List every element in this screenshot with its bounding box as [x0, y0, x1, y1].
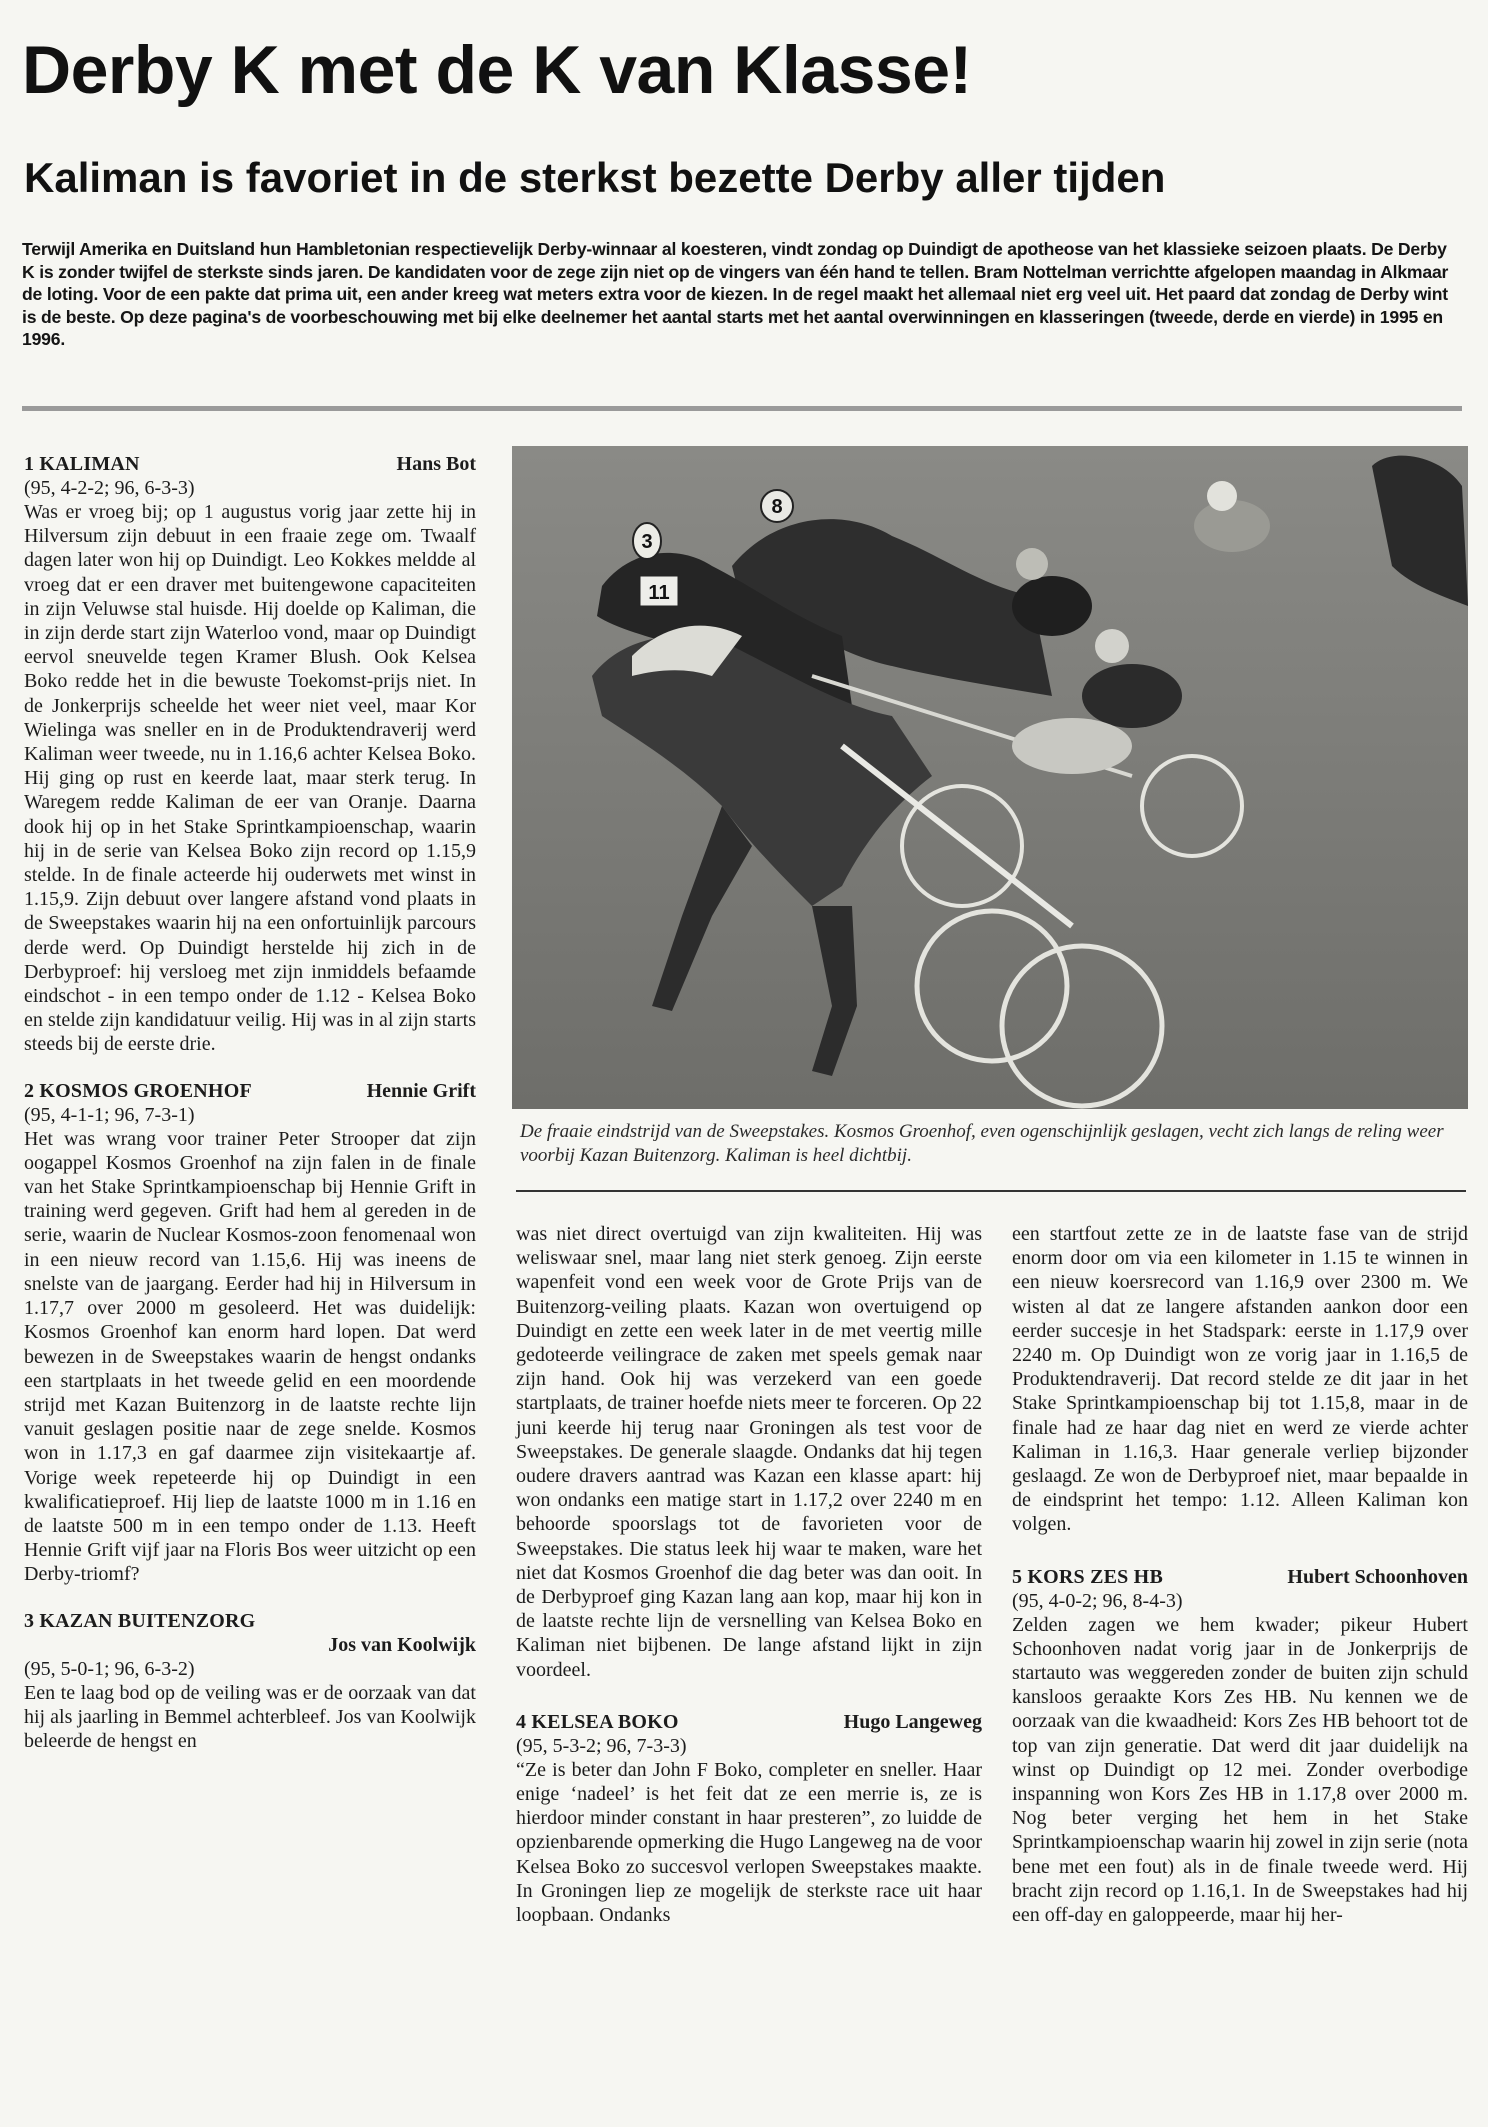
entry-text: Zelden zagen we hem kwader; pikeur Hubert Schoonhoven nadat vorig jaar in de Jonkerprijs de startauto was weggereden zonder de buiten zijn schuld kansloos geraakte Kors Zes HB. Nu kennen we de oorzaak van die kwaadheid: Kors Zes HB behoort tot de top van zijn generatie. Dat werd dit jaar duidelijk na winst op Duindigt op 12 mei. Zonder overbodige inspanning won Kors Zes HB in 1.17,8 over 2000 m. Nog beter verging het hem in het Stake Sprintkampioenschap waarin hij zowel in zijn serie (nota bene met een fout) als in de finale tweede werd. Hij bracht zijn record op 1.16,1. In de Sweepstakes had hij een off-day en galoppeerde, maar hij her-	[1012, 1613, 1468, 1927]
entry-title: 1 KALIMAN	[24, 453, 140, 475]
column-2	[516, 1222, 982, 1927]
entry-driver: Hans Bot	[396, 453, 476, 475]
entry-stats: (95, 5-3-2; 96, 7-3-3)	[516, 1734, 687, 1757]
entry-text: Het was wrang voor trainer Peter Strooper dat zijn oogappel Kosmos Groenhof na zijn falen in de finale van het Stake Sprintkampioenschap bij Hennie Grift in training werd gegeven. Grift had hem al gereden in de serie, waarin de Nuclear Kosmos-zoon fenomenaal won in een nieuw record van 1.15,6. Hij was ineens de snelste van de jaargang. Eerder had hij in Hilversum in 1.17,7 over 2000 m gesoleerd. Het was duidelijk: Kosmos Groenhof kan enorm hard lopen. Dat werd bewezen in de Sweepstakes waarin de hengst ondanks een startplaats in het tweede gelid en een moordende strijd met Kazan Buitenzorg in de laatste rechte lijn vanuit geslagen positie naar de zege snelde. Kosmos won in 1.17,3 en gaf daarmee zijn visitekaartje af. Vorige week repeteerde hij op Duindigt in een kwalificatieproef. Hij liep de laatste 1000 m in 1.16 en de laatste 500 m in een tempo onder de 1.13. Heeft Hennie Grift vijf jaar na Floris Bos weer uitzicht op een Derby-triomf?	[24, 1127, 476, 1586]
entry-title: 2 KOSMOS GROENHOF	[24, 1079, 252, 1102]
intro-paragraph: Terwijl Amerika en Duitsland hun Hambletonian respectievelijk Derby-winnaar al koesteren, vindt zondag op Duindigt de apotheose van het klassieke seizoen plaats. De Derby K is zonder twijfel de sterkste sinds jaren. De kandidaten voor de zege zijn niet op de vingers van één hand te tellen. Bram Nottelman verrichtte afgelopen maandag in Alkmaar de loting. Voor de een pakte dat prima uit, een ander kreeg wat meters extra voor de kiezen. In de regel maakt het allemaal niet erg veel uit. Het paard dat zondag de Derby wint is de beste. Op deze pagina's de voorbeschouwing met bij elke deelnemer het aantal starts met het aantal overwinningen en klasseringen (tweede, derde en vierde) in 1995 en 1996.	[22, 239, 1449, 349]
entry-text-continued: een startfout zette ze in de laatste fase van de strijd enorm door om via een kilometer in 1.15 te winnen in een nieuw koersrecord van 1.16,9 over 2300 m. We wisten al dat ze langere afstanden aankon door een eerder succesje in het Stadspark: eerste in 1.17,9 over 2240 m. Op Duindigt won ze vorig jaar in 1.16,5 de Produktendraverij. Dat record stelde ze dit jaar in het Stake Sprintkampioenschap bij tot 1.15,8, maar in de finale had ze haar dag niet en werd ze vierde achter Kaliman in 1.16,3. Haar generale verliep bijzonder geslaagd. Ze won de Derbyproef niet, maar bepaalde in de eindsprint het tempo: 1.12. Alleen Kaliman kon volgen.	[1012, 1223, 1468, 1536]
entry-stats: (95, 5-0-1; 96, 6-3-2)	[24, 1657, 195, 1680]
photo-caption: De fraaie eindstrijd van de Sweepstakes. Kosmos Groenhof, even ogenschijnlijk geslagen, vecht zich langs de reling weer voorbij Kazan Buitenzorg. Kaliman is heel dichtbij.	[520, 1121, 1444, 1166]
entry-text-continued: was niet direct overtuigd van zijn kwaliteiten. Hij was weliswaar snel, maar lang niet sterk genoeg. Zijn eerste wapenfeit vond een week voor de Grote Prijs van de Buitenzorg-veiling plaats. Kazan won overtuigend op Duindigt en zette een week later in de met veertig mille gedoteerde veilingrace de zaken met speels gemak naar zijn hand. Ook hij was verzekerd van een goede startplaats, de trainer hoefde niets meer te forceren. Op 22 juni keerde hij terug naar Groningen als test voor de Sweepstakes. De generale slaagde. Ondanks dat hij tegen oudere dravers aantrad was Kazan een klasse apart: hij won ondanks een matige start in 1.17,2 over 2240 m en behoorde spoorslags tot de favorieten voor de Sweepstakes. Die status leek hij waar te maken, ware het niet dat Kosmos Groenhof die dag beter was dan ooit. In de Derbyproef ging Kazan lang aan kop, maar hij kon in de laatste rechte lijn de versnelling van Kelsea Boko en Kaliman niet bijbenen. De lange afstand lijkt in zijn voordeel.	[516, 1223, 982, 1681]
saddle-number: 3	[641, 531, 653, 553]
entry-kelsea-boko	[516, 1710, 982, 1927]
entry-text: Een te laag bod op de veiling was er de oorzaak van dat hij als jaarling in Bemmel achterbleef. Jos van Koolwijk beleerde de hengst en	[24, 1681, 476, 1753]
entry-text: Was er vroeg bij; op 1 augustus vorig jaar zette hij in Hilversum zijn debuut in een fraaie zege om. Twaalf dagen later won hij op Duindigt. Leo Kokkes meldde al vroeg dat er een draver met buitengewone capaciteiten in zijn Veluwse stal huisde. Hij doelde op Kaliman, die in zijn derde start zijn Waterloo vond, maar op Duindigt eervol sneuvelde tegen Kramer Blush. Ook Kelsea Boko redde het in die bewuste Toekomst-prijs niet. In de Jonkerprijs scheelde het weer niet veel, maar Kor Wielinga was sneller en in de Produktendraverij werd Kaliman weer tweede, nu in 1.16,6 achter Kelsea Boko. Hij ging op rust en keerde laat, maar sterk terug. In Waregem redde Kaliman de eer van Oranje. Daarna dook hij op in het Stake Sprintkampioenschap, waarin hij in de serie van Kelsea Boko zijn record op 1.15,9 stelde. In de finale acteerde hij ouderwets met winst in 1.15,9. Zijn debuut over langere afstand vond plaats in de Sweepstakes waarin hij na een onfortuinlijk parcours derde werd. Op Duindigt herstelde hij zich in de Derbyproef: hij versloeg met zijn inmiddels befaamde eindschot - in een tempo onder de 1.12 - Kelsea Boko en stelde zijn kandidatuur veilig. Hij was in al zijn starts steeds bij de eerste drie.	[24, 501, 476, 1056]
column-3	[1012, 1222, 1468, 1927]
entry-stats: (95, 4-2-2; 96, 6-3-3)	[24, 477, 195, 499]
entry-driver: Jos van Koolwijk	[328, 1633, 476, 1656]
entry-title: 5 KORS ZES HB	[1012, 1565, 1163, 1588]
entry-title: 4 KELSEA BOKO	[516, 1710, 679, 1733]
entry-kosmos-groenhof	[24, 1079, 476, 1587]
harness-race-illustration	[512, 446, 1468, 1109]
caption-divider	[516, 1190, 1466, 1192]
subheadline: Kaliman is favoriet in de sterkst bezette Derby aller tijden	[24, 154, 1166, 201]
section-divider	[22, 406, 1462, 411]
entry-text: “Ze is beter dan John F Boko, completer en sneller. Haar enige ‘nadeel’ is het feit dat ze een merrie is, ze is hierdoor minder constant in haar presteren”, zo luidde de opzienbarende opmerking die Hugo Langeweg na de voor Kelsea Boko zo succesvol verlopen Sweepstakes maakte. In Groningen liep ze mogelijk de sterkste race uit haar loopbaan. Ondanks	[516, 1758, 982, 1927]
entry-stats: (95, 4-0-2; 96, 8-4-3)	[1012, 1589, 1183, 1612]
headline: Derby K met de K van Klasse!	[22, 32, 972, 108]
column-1	[24, 452, 476, 1753]
saddle-number: 11	[648, 582, 670, 604]
entry-stats: (95, 4-1-1; 96, 7-3-1)	[24, 1103, 195, 1126]
entry-kaliman	[24, 452, 476, 1057]
entry-title: 3 KAZAN BUITENZORG	[24, 1609, 256, 1632]
entry-driver: Hugo Langeweg	[843, 1710, 982, 1733]
entry-kors-zes-hb	[1012, 1565, 1468, 1928]
entry-driver: Hennie Grift	[366, 1079, 476, 1102]
entry-kazan-buitenzorg	[24, 1609, 476, 1754]
entry-driver: Hubert Schoonhoven	[1287, 1565, 1468, 1588]
saddle-number: 8	[771, 496, 783, 518]
race-photo	[512, 446, 1468, 1109]
